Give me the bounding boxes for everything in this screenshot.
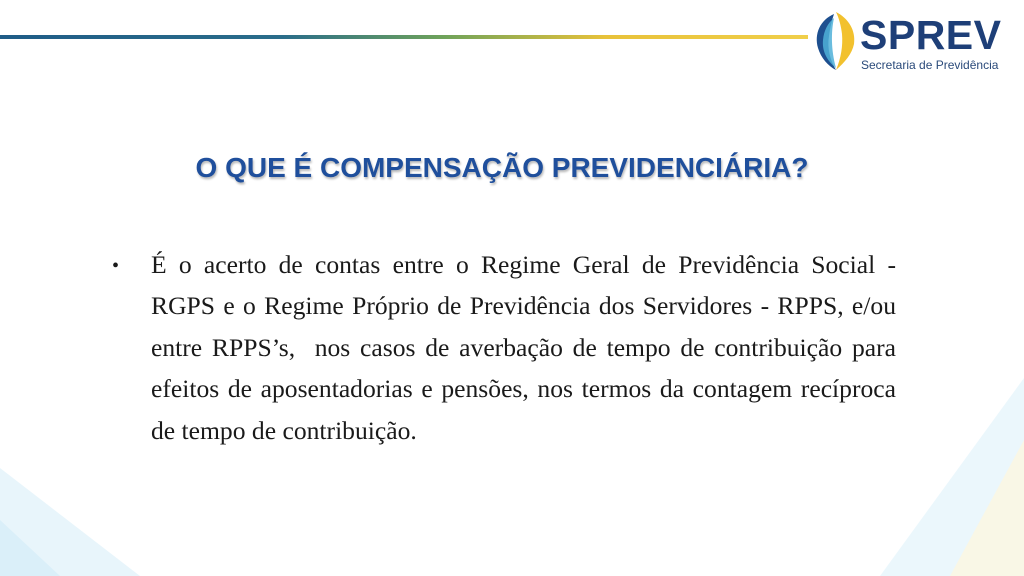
logo-wordmark: SPREV xyxy=(860,12,1002,58)
sprev-logo xyxy=(814,8,1014,74)
header-rule xyxy=(0,35,808,39)
logo-subtitle: Secretaria de Previdência xyxy=(861,58,999,72)
sprev-logo-icon xyxy=(814,10,858,72)
bullet-marker: • xyxy=(112,255,120,277)
slide-title: O QUE É COMPENSAÇÃO PREVIDENCIÁRIA? xyxy=(195,152,809,183)
bullet-text: É o acerto de contas entre o Regime Geral de Previdência Social - RGPS e o Regime Próprio de Previdência dos Servidores - RPPS, e/ou entre RPPS’s, nos casos de averbação de tempo de contribuição para efeitos de aposentadorias e pensões, nos termos da contagem recíproca de tempo de contribuição. xyxy=(151,250,903,445)
